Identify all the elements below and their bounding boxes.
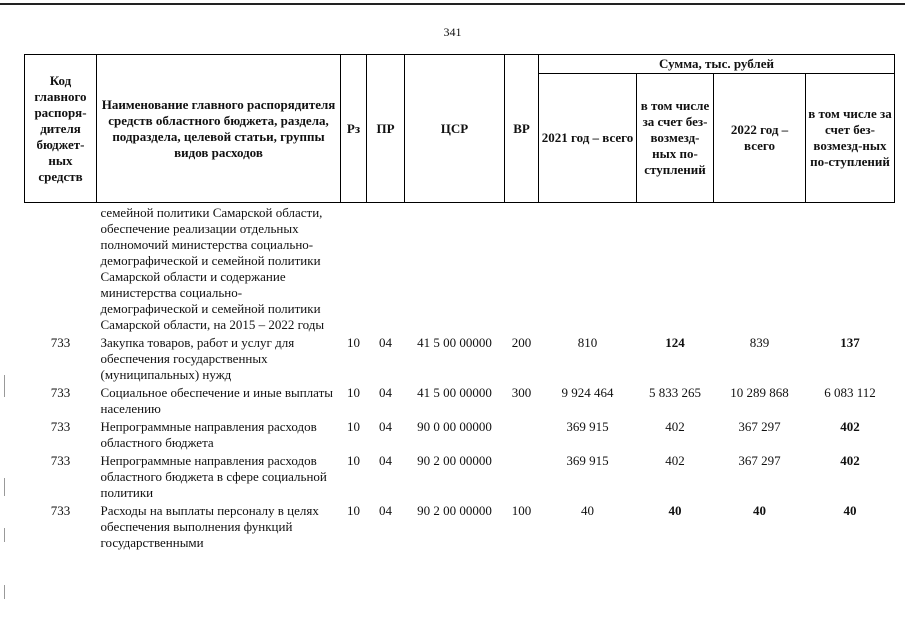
cell-vr — [505, 418, 539, 452]
page-number: 341 — [443, 25, 462, 39]
cell-2021-free: 124 — [665, 335, 685, 350]
scan-margin-mark — [4, 585, 5, 599]
top-rule — [0, 3, 905, 5]
cell-name: Непрограммные направления расходов областного бюджета в сфере социальной политики — [100, 453, 327, 500]
cell-rz: 10 — [347, 419, 360, 434]
cell-2021-free: 402 — [665, 453, 685, 468]
cell-2022-free: 40 — [843, 503, 857, 518]
cell-2021-total: 810 — [577, 335, 598, 350]
cell-vr: 100 — [511, 503, 532, 518]
cell-rz: 10 — [347, 503, 360, 518]
cell-code: 733 — [50, 419, 71, 434]
scan-margin-mark — [4, 375, 5, 397]
scan-margin-mark — [4, 528, 5, 542]
cell-csr: 41 5 00 00000 — [417, 335, 492, 350]
cell-2021-total: 9 924 464 — [561, 385, 614, 400]
cell-2022-free: 6 083 112 — [824, 385, 876, 400]
cell-2021-total: 369 915 — [566, 419, 609, 434]
table-row — [25, 334, 895, 384]
continuation-text: семейной политики Самарской области, обеспечение реализации отдельных полномочий министерства социально-демографической и семейной политики Самарской области и содержание министерства социально-демографической и семейной политики Самарской области, на 2015 – 2022 годы — [100, 205, 325, 332]
cell-pr: 04 — [379, 453, 392, 468]
cell-pr: 04 — [379, 503, 392, 518]
cell-2021-free: 5 833 265 — [649, 385, 701, 400]
cell-2022-free: 137 — [840, 335, 860, 350]
cell-name: Закупка товаров, работ и услуг для обеспечения государственных (муниципальных) нужд — [100, 335, 295, 382]
cell-rz: 10 — [347, 453, 360, 468]
cell-csr: 90 2 00 00000 — [417, 453, 492, 468]
table-row — [25, 418, 895, 452]
cell-name: Социальное обеспечение и иные выплаты населению — [100, 385, 334, 416]
cell-pr: 04 — [379, 335, 392, 350]
header-2022-total: 2022 год – всего — [714, 74, 806, 203]
cell-2021-total: 369 915 — [566, 453, 609, 468]
cell-code: 733 — [50, 335, 71, 350]
cell-pr: 04 — [379, 419, 392, 434]
cell-csr: 90 2 00 00000 — [417, 503, 492, 518]
cell-vr: 200 — [511, 335, 532, 350]
header-2021-free: в том числе за счет без-возмезд-ных по-ступлений — [637, 74, 714, 203]
cell-2022-total: 367 297 — [738, 453, 781, 468]
cell-name: Расходы на выплаты персоналу в целях обеспечения выполнения функций государственными — [100, 503, 319, 550]
cell-2022-total: 839 — [749, 335, 770, 350]
header-rz: Рз — [341, 55, 367, 203]
cell-pr: 04 — [379, 385, 392, 400]
cell-code: 733 — [50, 453, 71, 468]
header-code: Код главного распоря-дителя бюджет-ных средств — [25, 55, 97, 203]
header-2021-total: 2021 год – всего — [539, 74, 637, 203]
cell-2022-free: 402 — [840, 453, 860, 468]
budget-table — [24, 54, 895, 552]
cell-2022-total: 367 297 — [738, 419, 781, 434]
cell-2022-total: 40 — [753, 503, 766, 518]
table-row-continuation — [25, 203, 895, 335]
table-row — [25, 502, 895, 552]
cell-vr — [505, 452, 539, 502]
cell-rz: 10 — [347, 385, 360, 400]
cell-code: 733 — [50, 503, 71, 518]
cell-2022-total: 10 289 868 — [730, 385, 789, 400]
scan-margin-mark — [4, 478, 5, 496]
cell-csr: 90 0 00 00000 — [417, 419, 492, 434]
cell-name: Непрограммные направления расходов областного бюджета — [100, 419, 317, 450]
cell-vr: 300 — [511, 385, 532, 400]
cell-2021-free: 402 — [665, 419, 685, 434]
header-name: Наименование главного распорядителя средств областного бюджета, раздела, подраздела, целевой статьи, группы видов расходов — [97, 55, 341, 203]
table-row — [25, 384, 895, 418]
header-2022-free: в том числе за счет без-возмезд-ных по-ступлений — [806, 74, 895, 203]
cell-code: 733 — [50, 385, 71, 400]
cell-2021-free: 40 — [668, 503, 682, 518]
header-vr: ВР — [505, 55, 539, 203]
cell-2022-free: 402 — [840, 419, 860, 434]
cell-rz: 10 — [347, 335, 360, 350]
table-row — [25, 452, 895, 502]
header-csr: ЦСР — [405, 55, 505, 203]
header-sum: Сумма, тыс. рублей — [539, 55, 895, 74]
header-pr: ПР — [367, 55, 405, 203]
cell-2021-total: 40 — [581, 503, 594, 518]
cell-csr: 41 5 00 00000 — [417, 385, 492, 400]
